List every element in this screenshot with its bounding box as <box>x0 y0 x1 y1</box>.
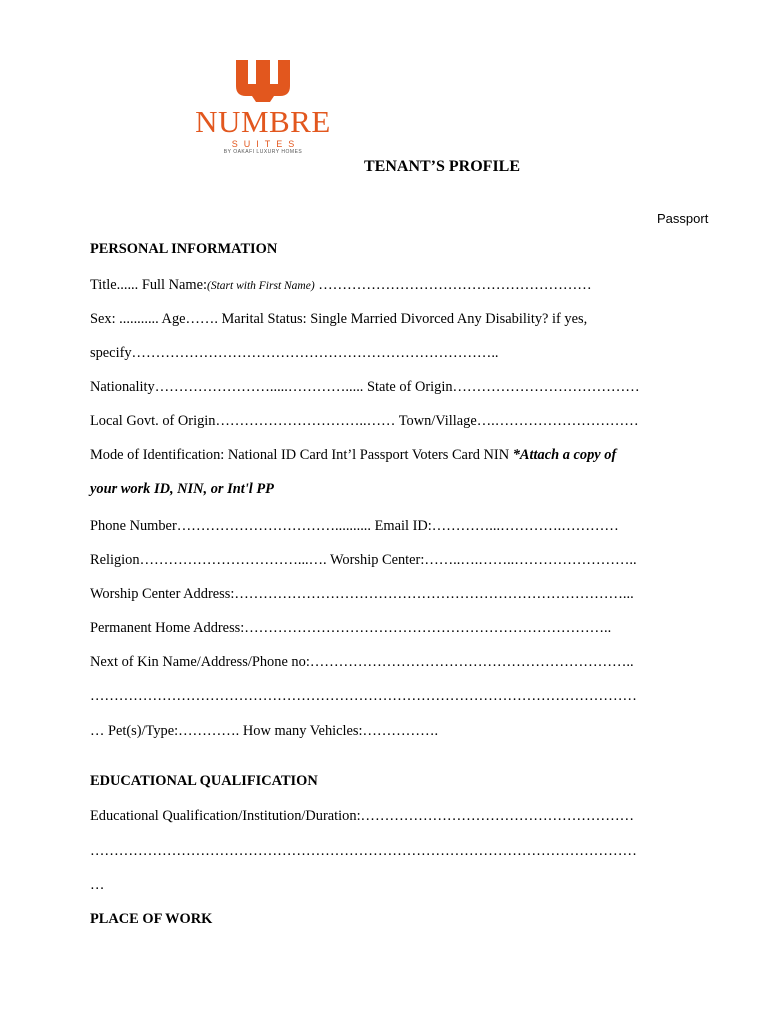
logo-wordmark: NUMBRE <box>195 104 331 139</box>
numbre-logo-icon <box>234 58 292 104</box>
full-name-line[interactable] <box>90 275 592 296</box>
document-title: TENANT’S PROFILE <box>363 158 521 175</box>
full-name-label: Title...... Full Name: <box>90 277 208 293</box>
educational-qualification-line[interactable]: Educational Qualification/Institution/Duration:………………………………………………… <box>90 808 634 824</box>
educational-qualification-heading: EDUCATIONAL QUALIFICATION <box>90 773 318 789</box>
identification-line[interactable] <box>90 445 616 465</box>
logo-subtitle: SUITES <box>231 139 301 149</box>
educational-qualification-end-line[interactable]: … <box>90 877 105 893</box>
logo-tagline: BY OAKAFI LUXURY HOMES <box>223 149 303 155</box>
sex-age-marital-line[interactable]: Sex: ........... Age……. Marital Status: Single Married Divorced Any Disability? if yes, <box>90 311 588 327</box>
next-of-kin-continued-line[interactable]: …………………………………………………………………………………………………… <box>90 688 637 704</box>
identification-note: *Attach a copy of <box>512 447 617 463</box>
worship-center-address-line[interactable]: Worship Center Address:………………………………………………………………………... <box>90 586 634 602</box>
numbre-suites-logo <box>188 58 338 162</box>
personal-information-heading: PERSONAL INFORMATION <box>90 241 278 257</box>
full-name-blank: ………………………………………………… <box>314 277 592 293</box>
local-govt-line[interactable]: Local Govt. of Origin…………………………..…… Town/Village….………………………… <box>90 413 639 429</box>
identification-label: Mode of Identification: National ID Card Int’l Passport Voters Card NIN <box>90 447 513 463</box>
full-name-note: (Start with First Name) <box>207 280 315 292</box>
next-of-kin-line[interactable]: Next of Kin Name/Address/Phone no:………………………………………………………….. <box>90 654 634 670</box>
nationality-line[interactable]: Nationality…………………….....…………..... State of Origin………………………………… <box>90 379 640 395</box>
place-of-work-heading: PLACE OF WORK <box>90 911 213 927</box>
religion-line[interactable]: Religion……………………………...…. Worship Center:……..….……..…………………….. <box>90 552 637 568</box>
pets-vehicles-line[interactable]: … Pet(s)/Type:…………. How many Vehicles:……………. <box>90 723 439 739</box>
identification-note-continued: your work ID, NIN, or Int'l PP <box>90 481 274 497</box>
passport-photo-label: Passport <box>657 211 709 226</box>
phone-email-line[interactable]: Phone Number…………………………….......... Email ID:…………...………….………… <box>90 518 619 534</box>
disability-specify-line[interactable]: specify………………………………………………………………….. <box>90 345 499 361</box>
educational-qualification-continued-line[interactable]: …………………………………………………………………………………………………… <box>90 843 637 859</box>
permanent-home-address-line[interactable]: Permanent Home Address:………………………………………………………………….. <box>90 620 612 636</box>
